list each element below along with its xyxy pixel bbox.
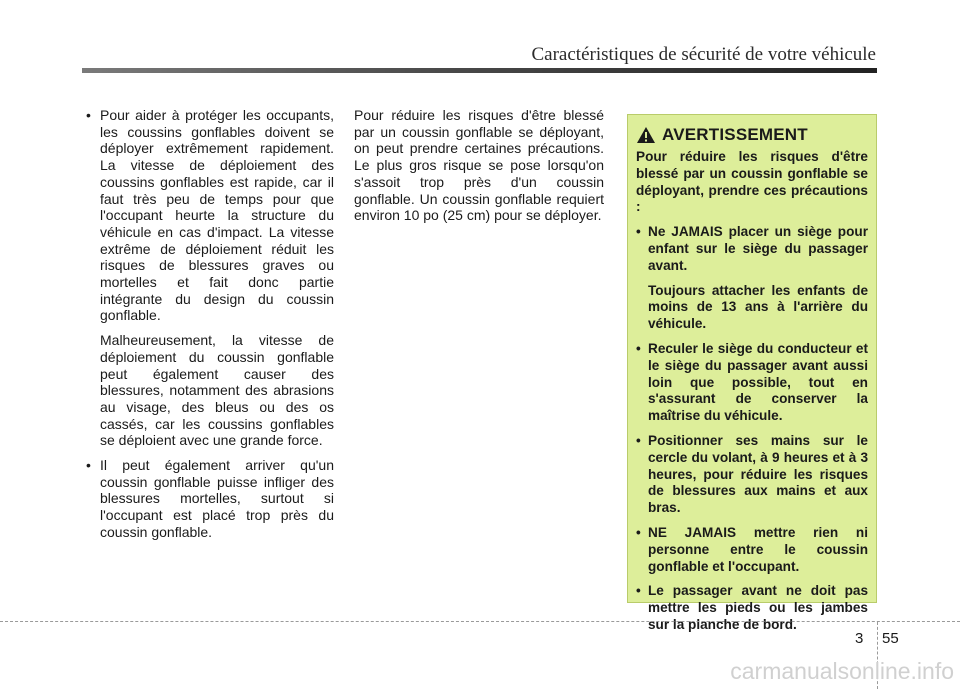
watermark: carmanualsonline.info [730,658,954,684]
bullet-paragraph: • Pour aider à protéger les occupants, les coussins gonflables doivent se déployer extrêmement rapidement. La vitesse de déploiement des coussins gonflables est rapide, car il faut très peu de temps pour que l'occupant heurte la structure du véhicule en cas d'impact. La vitesse extrême de déploiement réduit les risques de blessures graves ou mortelles et fait donc partie intégrante du design du coussin gonflable. [86,107,334,324]
section-title: Caractéristiques de sécurité de votre véhicule [531,44,876,65]
paragraph: Malheureusement, la vitesse de déploiement du coussin gonflable peut également causer des blessures, notamment des abrasions au visage, des bleus ou des os cassés, car les coussins gonflables se déploient avec une grande force. [100,332,334,449]
warning-item: • Reculer le siège du conducteur et le siège du passager avant aussi loin que possible, tout en s'assurant de conserver la maîtrise du véhicule. [636,341,868,425]
page-number: 55 [882,630,899,647]
footer-divider [0,621,960,622]
warning-box [627,114,877,632]
header-rule [82,68,877,73]
warning-triangle-icon [636,126,656,144]
warning-item: Toujours attacher les enfants de moins de 13 ans à l'arrière du véhicule. [648,282,868,332]
middle-column [354,107,604,232]
warning-body [636,149,868,642]
warning-item: • Ne JAMAIS placer un siège pour enfant sur le siège du passager avant. [636,224,868,274]
chapter-number: 3 [855,630,864,647]
warning-intro: Pour réduire les risques d'être blessé par un coussin gonflable se déployant, prendre ces précautions : [636,149,868,215]
paragraph: Pour réduire les risques d'être blessé par un coussin gonflable se déployant, on peut prendre certaines précautions. Le plus gros risque se pose lorsqu'on s'assoit trop près d'un coussin gonflable. Un coussin gonflable requiert environ 10 po (25 cm) pour se déployer. [354,107,604,224]
warning-title: AVERTISSEMENT [662,125,808,144]
warning-item: • Le passager avant ne doit pas mettre les pieds ou les jambes sur la planche de bord. [636,583,868,633]
warning-item: • Positionner ses mains sur le cercle du volant, à 9 heures et à 3 heures, pour réduire les risques de blessures aux mains et aux bras. [636,433,868,517]
left-column [86,107,334,549]
warning-header [636,125,808,145]
bullet-paragraph: • Il peut également arriver qu'un coussin gonflable puisse infliger des blessures mortelles, surtout si l'occupant est placé trop près du coussin gonflable. [86,457,334,541]
warning-item: • NE JAMAIS mettre rien ni personne entre le coussin gonflable et l'occupant. [636,525,868,575]
